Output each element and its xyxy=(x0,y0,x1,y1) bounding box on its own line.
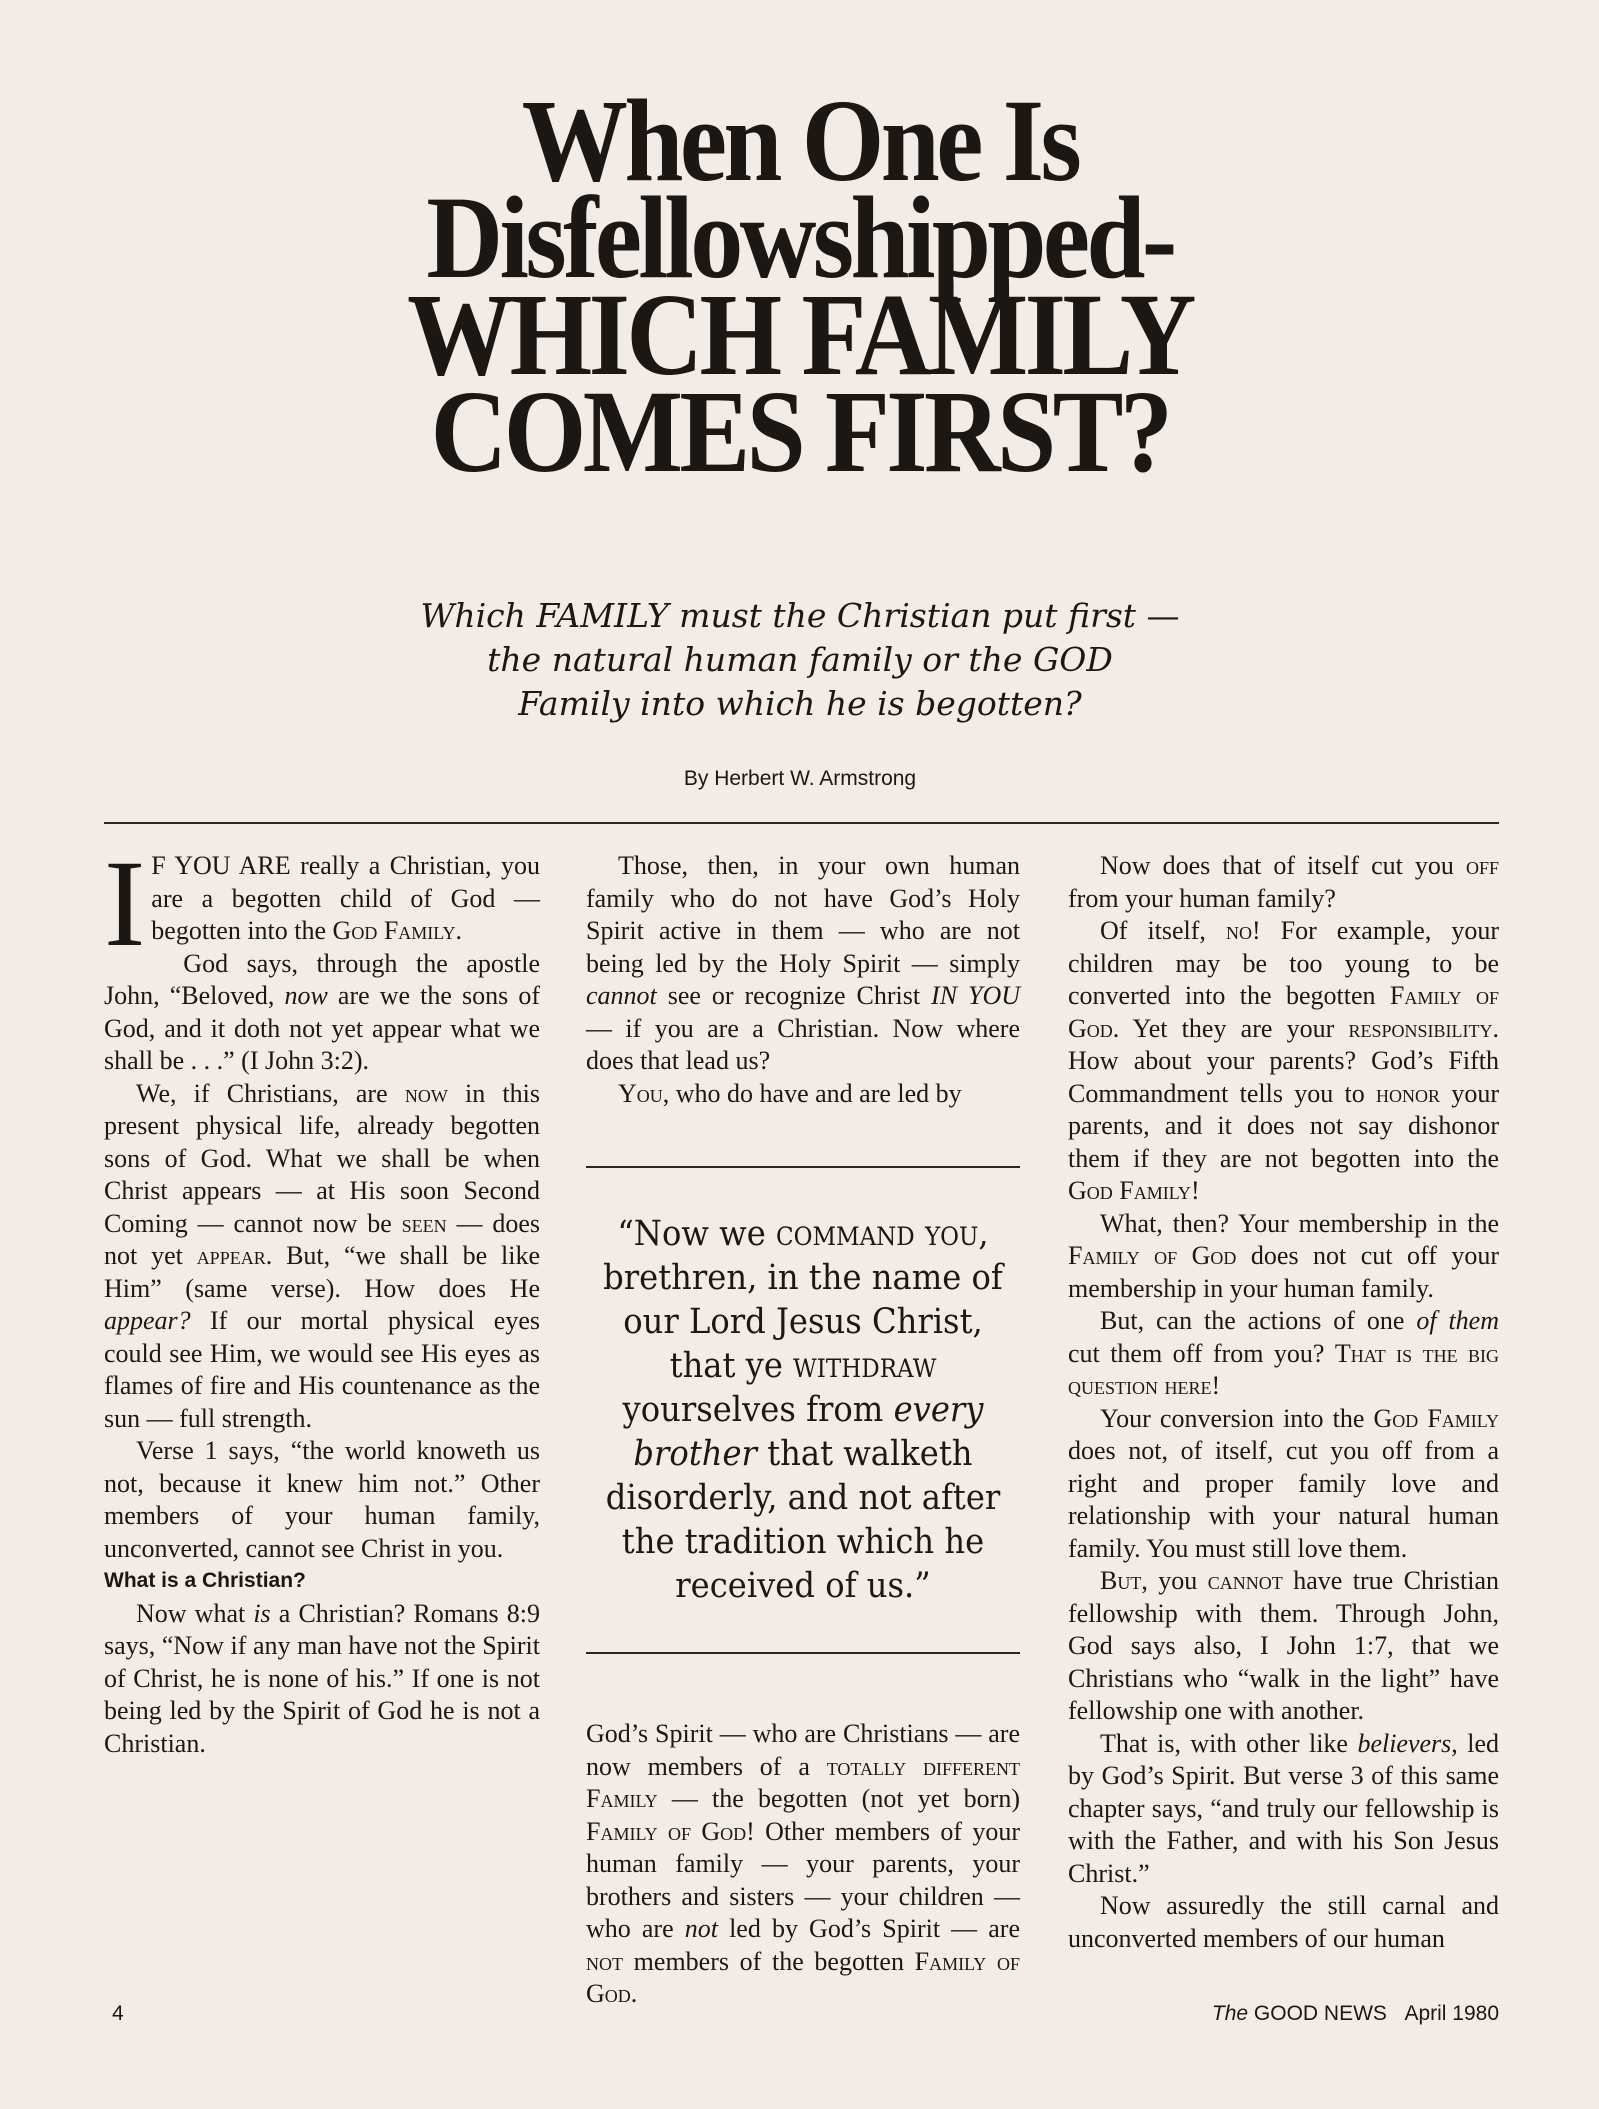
column-1 xyxy=(104,835,540,1760)
emphasis: appear? xyxy=(104,1306,191,1335)
small-caps-text: F YOU ARE xyxy=(151,851,291,880)
small-caps-text: off xyxy=(1465,851,1499,880)
small-caps-text: no xyxy=(1225,916,1252,945)
paragraph: Verse 1 says, “the world knoweth us not, because it knew him not.” Other members of your human family, unconverted, cannot see Christ in you. xyxy=(104,1436,540,1563)
text: ! xyxy=(1190,1176,1200,1205)
paragraph xyxy=(104,1078,540,1436)
headline-line: Disfellowshipped- xyxy=(426,172,1174,303)
emphasis: every brother xyxy=(633,1390,984,1474)
text: your parents, and it does not say dishonor them if they are not begotten into the xyxy=(1068,1078,1499,1173)
text: God says, through the apostle John, “Beloved, xyxy=(104,948,540,1010)
byline: By Herbert W. Armstrong xyxy=(683,767,917,790)
small-caps-text: Family of God xyxy=(1068,1241,1237,1270)
paragraph xyxy=(1068,850,1499,915)
text: ! For example, your children may be too young to be converted into the begotten xyxy=(1068,916,1499,1010)
small-caps-text: That is the big question here xyxy=(1068,1338,1499,1400)
emphasis: of them xyxy=(1416,1306,1500,1335)
small-caps-text: not xyxy=(586,1946,623,1976)
subtitle-line: the natural human family or the GOD xyxy=(487,640,1113,679)
text: Those, then, in your own human family who do not have God’s Holy Spirit active in them — who are not being led by the Holy Spirit — simply xyxy=(586,851,1020,978)
paragraph xyxy=(1068,915,1499,1208)
text: . But, “we shall be like Him” (same verse). How does He xyxy=(104,1241,540,1303)
pullquote-rule-bottom xyxy=(586,1652,1020,1654)
text: , who do have and are led by xyxy=(662,1078,962,1108)
drop-cap: I xyxy=(104,835,146,972)
column-3 xyxy=(1068,850,1499,1955)
text: , led by God’s Spirit. But verse 3 of this same chapter says, “and truly our fellowship is with the Father, and with his Son Jesus Christ.” xyxy=(1068,1728,1500,1888)
section-heading: What is a Christian? xyxy=(104,1569,306,1592)
paragraph xyxy=(1068,1305,1499,1403)
column-2 xyxy=(586,850,1020,2011)
text: a Christian? Romans 8:9 says, “Now if any man have not the Spirit of Christ, he is none of his.” If one is not being led by the Spirit of God he is not a Christian. xyxy=(104,1598,540,1758)
subtitle xyxy=(330,594,1270,726)
running-footer xyxy=(1212,2002,1499,2026)
small-caps-text: responsibility xyxy=(1348,1013,1493,1043)
text: — the begotten (not yet born) xyxy=(657,1784,1020,1813)
text: yourselves from xyxy=(622,1390,894,1430)
paragraph xyxy=(1068,1208,1499,1306)
small-caps-text: You xyxy=(618,1078,663,1108)
small-caps-text: command you xyxy=(776,1214,979,1254)
paragraph xyxy=(104,1598,540,1761)
text: ! Other members of your human family — your parents, your brothers and sisters — your children — who are xyxy=(586,1816,1021,1943)
pullquote-rule-top xyxy=(586,1166,1020,1168)
paragraph xyxy=(104,948,540,1078)
text: , brethren, in the name of our Lord Jesus Christ, that ye xyxy=(603,1214,1003,1386)
small-caps-text: Family of God xyxy=(586,1816,747,1846)
emphasis: cannot xyxy=(586,981,657,1010)
text: Now what xyxy=(136,1598,254,1628)
text: . xyxy=(455,916,462,945)
footer-spacer xyxy=(1387,2002,1405,2025)
headline xyxy=(260,75,1340,497)
text: that walketh disorderly, and not after the tradition which he received of us.” xyxy=(605,1434,1001,1606)
page-number: 4 xyxy=(112,2002,124,2025)
text: What, then? Your membership in the xyxy=(1100,1208,1499,1238)
paragraph xyxy=(1068,1403,1499,1566)
small-caps-text: God Family xyxy=(332,916,456,945)
text: Now does that of itself cut you xyxy=(1100,851,1466,880)
paragraph xyxy=(586,850,1020,1078)
text: God’s Spirit — who are Christians — are now members of a xyxy=(586,1719,1020,1781)
small-caps-text: withdraw xyxy=(793,1346,937,1386)
text: . How about your parents? God’s Fifth Commandment tells you to xyxy=(1068,1013,1499,1108)
small-caps-text: God Family xyxy=(1373,1403,1499,1433)
small-caps-text: totally different Family xyxy=(586,1751,1020,1813)
headline-line: WHICH FAMILY xyxy=(407,269,1193,400)
paragraph xyxy=(104,835,540,972)
text: does not, of itself, cut you off from a right and proper family love and relationship with your natural human family. You must still love them. xyxy=(1068,1436,1499,1563)
small-caps-text: God Family xyxy=(1068,1176,1191,1205)
pull-quote xyxy=(587,1212,1019,1608)
small-caps-text: seen xyxy=(401,1208,447,1238)
headline-line: When One Is xyxy=(521,75,1079,206)
text: members of the begotten xyxy=(623,1946,915,1976)
text: — does not yet xyxy=(104,1208,540,1270)
small-caps-text: honor xyxy=(1376,1078,1441,1108)
emphasis: believers xyxy=(1357,1728,1452,1758)
small-caps-text: Family of God xyxy=(1068,981,1499,1043)
text: , you xyxy=(1141,1566,1208,1595)
small-caps-text: But xyxy=(1100,1566,1142,1595)
publication-the: The xyxy=(1211,2002,1249,2025)
text: . xyxy=(630,1979,638,2008)
text: But, can the actions of one xyxy=(1100,1306,1417,1335)
emphasis: IN YOU xyxy=(931,981,1021,1010)
small-caps-text: appear xyxy=(196,1241,266,1270)
subtitle-line: Which FAMILY must the Christian put first — xyxy=(420,596,1180,635)
text: That is, with other like xyxy=(1100,1728,1358,1758)
text: really a Christian, you are a begotten child of God — begotten into the xyxy=(151,851,540,945)
text: from your human family? xyxy=(1068,883,1336,913)
small-caps-text: now xyxy=(404,1078,448,1108)
text: are we the sons of God, and it doth not yet appear what we shall be . . .” (I John 3:2). xyxy=(104,981,540,1075)
publication-name: GOOD NEWS xyxy=(1248,2002,1387,2025)
text: ! xyxy=(1211,1371,1221,1400)
issue-date: April 1980 xyxy=(1404,2002,1499,2025)
emphasis: now xyxy=(284,981,328,1010)
text: see or recognize Christ xyxy=(656,981,932,1010)
small-caps-text: Family of God xyxy=(586,1946,1020,2008)
text: does not cut off your membership in your human family. xyxy=(1068,1241,1500,1303)
emphasis: is xyxy=(253,1598,271,1628)
emphasis: not xyxy=(684,1914,718,1943)
subtitle-line: Family into which he is begotten? xyxy=(518,684,1082,723)
text: Of itself, xyxy=(1100,916,1226,945)
text: — if you are a Christian. Now where does that lead us? xyxy=(586,1013,1020,1075)
paragraph xyxy=(1068,1565,1499,1728)
small-caps-text: cannot xyxy=(1207,1566,1283,1595)
headline-line: COMES FIRST? xyxy=(430,366,1170,497)
paragraph xyxy=(586,1718,1020,2011)
text: We, if Christians, are xyxy=(136,1078,405,1108)
text: If our mortal physical eyes could see Him, we would see His eyes as flames of fire and His countenance as the sun — full strength. xyxy=(104,1306,540,1433)
text: have true Christian fellowship with them. Through John, God says also, I John 1:7, that we Christians who “walk in the light” have fellowship one with another. xyxy=(1068,1566,1499,1725)
text: in this present physical life, already begotten sons of God. What we shall be when Christ appears — at His soon Second Coming — cannot now be xyxy=(104,1078,540,1238)
text: . Yet they are your xyxy=(1112,1013,1349,1043)
paragraph: Now assuredly the still carnal and unconverted members of our human xyxy=(1068,1891,1499,1953)
paragraph xyxy=(1068,1728,1499,1891)
text: cut them off from you? xyxy=(1068,1338,1335,1368)
text: “Now we xyxy=(617,1214,777,1254)
text: Your conversion into the xyxy=(1100,1403,1374,1433)
paragraph xyxy=(586,1078,1020,1111)
divider xyxy=(104,822,1499,824)
text: led by God’s Spirit — are xyxy=(717,1914,1020,1943)
